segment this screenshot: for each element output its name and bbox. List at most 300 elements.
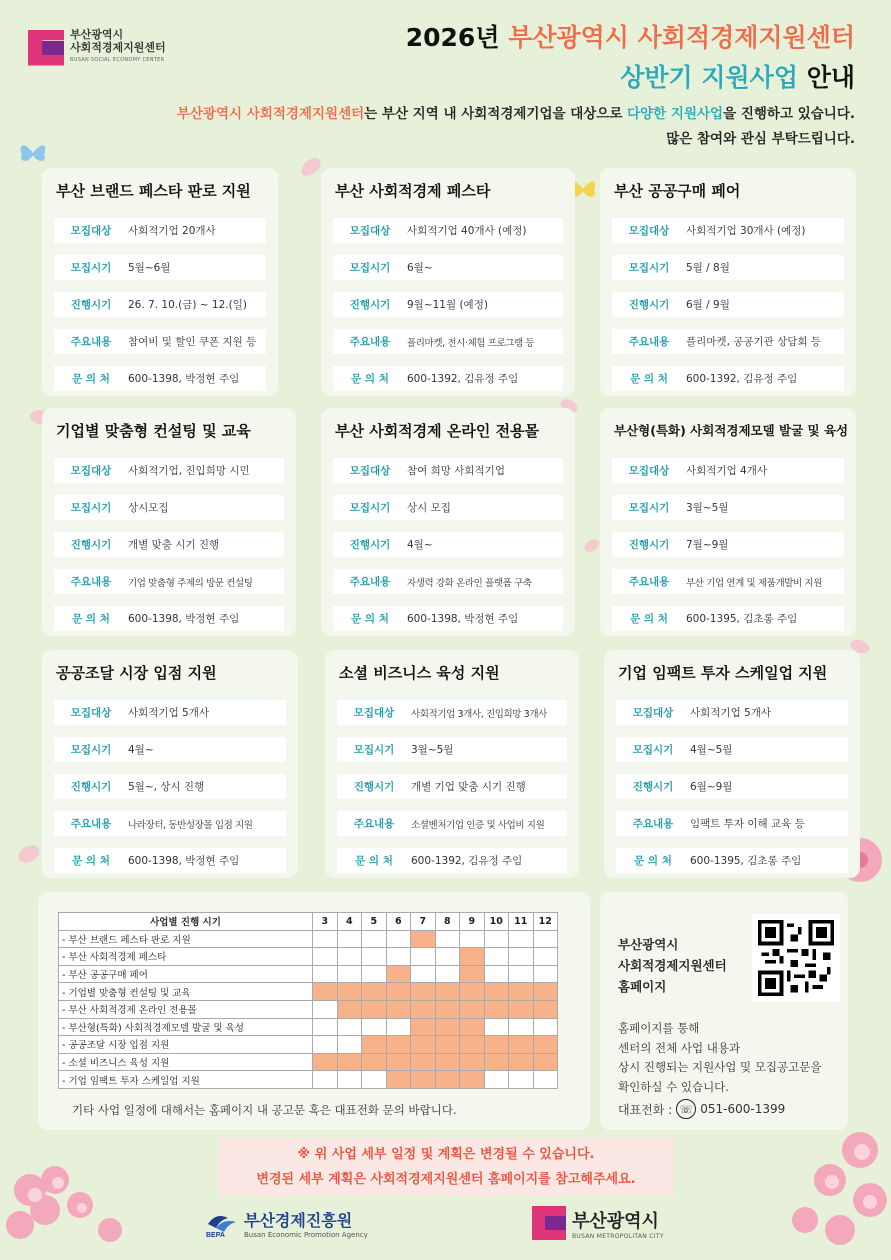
schedule-cell-active xyxy=(386,1071,411,1089)
program-row-period xyxy=(333,255,563,280)
schedule-cell-active xyxy=(460,1036,485,1054)
schedule-row xyxy=(59,948,558,966)
phone-icon: ☏ xyxy=(676,1099,696,1119)
schedule-cell xyxy=(337,965,362,983)
schedule-cell xyxy=(362,965,387,983)
cherry-blossom-icon xyxy=(0,1150,170,1260)
schedule-cell xyxy=(533,1071,558,1089)
schedule-header-row xyxy=(59,913,558,931)
schedule-cell-active xyxy=(362,1000,387,1018)
bepa-name: 부산경제진흥원 xyxy=(244,1211,353,1230)
subtitle-highlight: 상반기 지원사업 xyxy=(620,63,798,92)
schedule-row xyxy=(59,1036,558,1054)
schedule-cell-active xyxy=(411,983,436,1001)
schedule-cell-active xyxy=(386,965,411,983)
homepage-desc-4: 확인하실 수 있습니다. xyxy=(618,1079,729,1094)
schedule-cell xyxy=(362,948,387,966)
schedule-cell xyxy=(435,965,460,983)
row-value: 개별 기업 맞춤 시기 진행 xyxy=(411,781,526,793)
row-label: 주요내용 xyxy=(70,576,112,588)
row-label: 모집시기 xyxy=(70,502,112,514)
row-value: 사회적기업 40개사 (예정) xyxy=(407,225,527,237)
schedule-cell xyxy=(411,965,436,983)
row-value: 600-1392, 김유정 주임 xyxy=(411,855,523,867)
row-value: 9월~11월 (예정) xyxy=(407,299,488,311)
schedule-cell-active xyxy=(460,965,485,983)
row-value: 플리마켓, 공공기관 상담회 등 xyxy=(686,336,822,348)
schedule-row xyxy=(59,983,558,1001)
schedule-cell xyxy=(484,948,509,966)
subtitle-suffix: 안내 xyxy=(797,63,855,92)
row-value: 사회적기업, 진입희망 시민 xyxy=(128,465,250,477)
schedule-row-label: - 부산형(특화) 사회적경제모델 발굴 및 육성 xyxy=(59,1018,313,1036)
center-logo-mark xyxy=(28,30,64,66)
row-label: 주요내용 xyxy=(632,818,674,830)
row-value: 3월~5월 xyxy=(686,502,729,514)
month-header: 12 xyxy=(533,913,558,931)
program-row-contact xyxy=(612,606,844,631)
program-card xyxy=(604,650,860,878)
row-label: 문 의 처 xyxy=(351,373,389,385)
center-logo xyxy=(28,28,166,67)
row-value: 4월~ xyxy=(407,539,433,551)
row-label: 문 의 처 xyxy=(72,613,110,625)
schedule-cell-active xyxy=(386,1036,411,1054)
row-label: 진행시기 xyxy=(70,539,112,551)
program-row-target xyxy=(54,218,266,243)
schedule-cell xyxy=(484,965,509,983)
row-label: 모집대상 xyxy=(349,465,391,477)
schedule-row-label: - 부산 공공구매 페어 xyxy=(59,965,313,983)
program-title: 기업별 맞춤형 컨설팅 및 교육 xyxy=(56,422,251,440)
schedule-cell xyxy=(386,1018,411,1036)
program-row-contact xyxy=(54,848,286,873)
schedule-cell-active xyxy=(435,1053,460,1071)
row-value: 사회적기업 5개사 xyxy=(128,707,210,719)
schedule-cell xyxy=(313,965,338,983)
row-label: 진행시기 xyxy=(70,299,112,311)
schedule-cell xyxy=(313,1000,338,1018)
month-header: 7 xyxy=(411,913,436,931)
schedule-cell-active xyxy=(362,1053,387,1071)
schedule-cell xyxy=(509,1018,534,1036)
intro-org: 부산광역시 사회적경제지원센터 xyxy=(176,106,365,122)
row-label: 주요내용 xyxy=(349,576,391,588)
schedule-cell xyxy=(509,948,534,966)
notice-line-1: ※ 위 사업 세부 일정 및 계획은 변경될 수 있습니다. xyxy=(297,1147,595,1162)
program-card xyxy=(600,408,856,636)
row-label: 문 의 처 xyxy=(630,373,668,385)
change-notice xyxy=(218,1138,674,1196)
program-row-period xyxy=(54,737,286,762)
schedule-cell xyxy=(386,948,411,966)
row-value: 플리마켓, 전시·체험 프로그램 등 xyxy=(407,337,535,349)
program-row-content xyxy=(54,811,286,836)
intro-mid: 는 부산 지역 내 사회적경제기업을 대상으로 xyxy=(364,106,628,122)
page-title xyxy=(406,18,855,54)
program-title: 부산 브랜드 페스타 판로 지원 xyxy=(56,182,251,200)
row-value: 3월~5월 xyxy=(411,744,454,756)
row-label: 주요내용 xyxy=(70,336,112,348)
program-row-schedule xyxy=(612,532,844,557)
bepa-short: BEPA xyxy=(206,1231,225,1238)
row-label: 모집시기 xyxy=(349,262,391,274)
intro-line-2: 많은 참여와 관심 부탁드립니다. xyxy=(666,131,855,147)
schedule-cell-active xyxy=(411,1000,436,1018)
schedule-note: 기타 사업 일정에 대해서는 홈페이지 내 공고문 혹은 대표전화 문의 바랍니다. xyxy=(72,1103,457,1117)
schedule-row-label: - 기업별 맞춤형 컨설팅 및 교육 xyxy=(59,983,313,1001)
program-row-period xyxy=(616,737,848,762)
homepage-name xyxy=(618,934,727,997)
row-label: 모집대상 xyxy=(628,465,670,477)
program-row-content xyxy=(612,329,844,354)
schedule-cell-active xyxy=(337,1000,362,1018)
program-row-period xyxy=(333,495,563,520)
program-row-content xyxy=(333,329,563,354)
row-value: 소셜벤처기업 인증 및 사업비 지원 xyxy=(411,819,545,831)
row-value: 600-1392, 김유정 주임 xyxy=(407,373,519,385)
program-title: 소셜 비즈니스 육성 지원 xyxy=(339,664,500,682)
schedule-cell-active xyxy=(313,983,338,1001)
month-header: 11 xyxy=(509,913,534,931)
row-value: 600-1398, 박정현 주임 xyxy=(407,613,519,625)
schedule-row xyxy=(59,1071,558,1089)
row-label: 진행시기 xyxy=(632,781,674,793)
bepa-logo-icon xyxy=(206,1210,238,1238)
program-row-content xyxy=(54,329,266,354)
row-label: 모집시기 xyxy=(70,262,112,274)
schedule-cell xyxy=(313,1071,338,1089)
program-row-target xyxy=(337,700,567,725)
row-label: 문 의 처 xyxy=(634,855,672,867)
row-label: 진행시기 xyxy=(70,781,112,793)
row-value: 자생력 강화 온라인 플랫폼 구축 xyxy=(407,577,532,589)
schedule-cell-active xyxy=(460,1000,485,1018)
row-value: 참여 희망 사회적기업 xyxy=(407,465,505,477)
schedule-cell-active xyxy=(460,983,485,1001)
row-label: 진행시기 xyxy=(349,299,391,311)
schedule-cell-active xyxy=(533,983,558,1001)
homepage-panel xyxy=(600,892,848,1130)
schedule-row-label: - 소셜 비즈니스 육성 지원 xyxy=(59,1053,313,1071)
program-row-contact xyxy=(54,606,284,631)
row-label: 모집시기 xyxy=(353,744,395,756)
logo-name-1: 부산광역시 xyxy=(70,28,124,41)
qr-code-icon xyxy=(758,920,834,996)
row-label: 모집대상 xyxy=(632,707,674,719)
schedule-header-label: 사업별 진행 시기 xyxy=(59,913,313,931)
row-value: 개별 맞춤 시기 진행 xyxy=(128,539,220,551)
schedule-cell xyxy=(509,930,534,948)
schedule-cell-active xyxy=(313,1053,338,1071)
intro-text xyxy=(177,102,855,152)
program-row-target xyxy=(333,218,563,243)
row-value: 600-1398, 박정현 주임 xyxy=(128,855,240,867)
schedule-cell xyxy=(362,930,387,948)
row-label: 모집시기 xyxy=(628,502,670,514)
program-row-schedule xyxy=(333,532,563,557)
program-row-period xyxy=(54,255,266,280)
logo-name-2: 사회적경제지원센터 xyxy=(70,41,166,54)
program-row-schedule xyxy=(612,292,844,317)
schedule-cell xyxy=(337,1071,362,1089)
homepage-name-1: 부산광역시 xyxy=(618,937,679,952)
program-card xyxy=(321,408,575,636)
month-header: 5 xyxy=(362,913,387,931)
phone-label: 대표전화 : xyxy=(618,1102,673,1117)
qr-code[interactable] xyxy=(752,914,840,1002)
program-row-target xyxy=(54,700,286,725)
schedule-cell xyxy=(337,930,362,948)
schedule-cell xyxy=(362,1071,387,1089)
program-row-target xyxy=(612,218,844,243)
program-title: 부산형(특화) 사회적경제모델 발굴 및 육성 xyxy=(614,423,849,438)
schedule-cell-active xyxy=(337,1053,362,1071)
homepage-desc-1: 홈페이지를 통해 xyxy=(618,1021,700,1035)
row-value: 상시 모집 xyxy=(407,502,451,514)
phone-value: 051-600-1399 xyxy=(700,1102,786,1116)
program-title: 공공조달 시장 입점 지원 xyxy=(56,664,217,682)
row-label: 문 의 처 xyxy=(351,613,389,625)
program-card xyxy=(42,408,296,636)
row-label: 주요내용 xyxy=(70,818,112,830)
schedule-cell-active xyxy=(484,983,509,1001)
month-header: 9 xyxy=(460,913,485,931)
schedule-cell xyxy=(313,948,338,966)
schedule-cell-active xyxy=(435,1071,460,1089)
schedule-cell-active xyxy=(362,983,387,1001)
busan-city-name: 부산광역시 xyxy=(572,1210,659,1232)
schedule-cell-active xyxy=(460,1071,485,1089)
schedule-cell-active xyxy=(435,1018,460,1036)
row-label: 주요내용 xyxy=(628,336,670,348)
logo-english: BUSAN SOCIAL ECONOMY CENTER xyxy=(70,57,165,63)
schedule-cell xyxy=(313,1018,338,1036)
program-card xyxy=(42,168,278,396)
schedule-cell xyxy=(362,1018,387,1036)
program-row-contact xyxy=(54,366,266,391)
month-header: 3 xyxy=(313,913,338,931)
petal-decoration xyxy=(16,843,41,864)
month-header: 6 xyxy=(386,913,411,931)
row-label: 모집시기 xyxy=(632,744,674,756)
row-value: 참여비 및 할인 쿠폰 지원 등 xyxy=(128,336,257,348)
schedule-cell-active xyxy=(386,1053,411,1071)
schedule-cell-active xyxy=(386,1000,411,1018)
program-row-schedule xyxy=(54,774,286,799)
schedule-cell xyxy=(533,1018,558,1036)
schedule-cell-active xyxy=(509,1053,534,1071)
schedule-cell-active xyxy=(411,1018,436,1036)
program-row-schedule xyxy=(616,774,848,799)
busan-city-english: BUSAN METROPOLITAN CITY xyxy=(572,1232,664,1240)
notice-line-2: 변경된 세부 계획은 사회적경제지원센터 홈페이지를 참고해주세요. xyxy=(256,1172,636,1187)
schedule-cell xyxy=(313,1036,338,1054)
intro-highlight: 다양한 지원사업 xyxy=(627,106,724,122)
schedule-cell-active xyxy=(533,1036,558,1054)
row-label: 모집대상 xyxy=(628,225,670,237)
schedule-cell-active xyxy=(460,948,485,966)
schedule-cell xyxy=(386,930,411,948)
program-row-schedule xyxy=(54,292,266,317)
row-value: 6월 / 9월 xyxy=(686,299,730,311)
program-row-period xyxy=(612,495,844,520)
schedule-cell-active xyxy=(484,1036,509,1054)
schedule-cell xyxy=(337,948,362,966)
row-label: 진행시기 xyxy=(628,299,670,311)
program-row-target xyxy=(333,458,563,483)
row-label: 문 의 처 xyxy=(355,855,393,867)
schedule-row xyxy=(59,1000,558,1018)
row-label: 모집시기 xyxy=(70,744,112,756)
homepage-name-2: 사회적경제지원센터 xyxy=(618,958,727,973)
intro-end: 을 진행하고 있습니다. xyxy=(723,106,855,122)
row-label: 모집시기 xyxy=(628,262,670,274)
schedule-cell xyxy=(411,948,436,966)
schedule-cell xyxy=(533,965,558,983)
row-value: 사회적기업 5개사 xyxy=(690,707,772,719)
schedule-cell-active xyxy=(337,983,362,1001)
program-row-target xyxy=(612,458,844,483)
row-value: 5월~6월 xyxy=(128,262,171,274)
program-row-schedule xyxy=(54,532,284,557)
row-value: 7월~9월 xyxy=(686,539,729,551)
program-row-content xyxy=(616,811,848,836)
schedule-cell xyxy=(435,930,460,948)
title-highlight: 부산광역시 사회적경제지원센터 xyxy=(508,23,855,52)
program-row-target xyxy=(616,700,848,725)
schedule-cell xyxy=(484,1018,509,1036)
schedule-row-label: - 기업 임팩트 투자 스케일업 지원 xyxy=(59,1071,313,1089)
bepa-logo xyxy=(206,1208,368,1239)
row-value: 5월~, 상시 진행 xyxy=(128,781,205,793)
schedule-cell-active xyxy=(484,1053,509,1071)
row-value: 부산 기업 연계 및 제품개발비 지원 xyxy=(686,577,822,589)
row-label: 주요내용 xyxy=(353,818,395,830)
petal-decoration xyxy=(583,538,602,554)
row-label: 주요내용 xyxy=(628,576,670,588)
schedule-panel xyxy=(38,892,590,1130)
row-value: 나라장터, 동반성장몰 입점 지원 xyxy=(128,819,253,831)
row-value: 상시모집 xyxy=(128,502,169,514)
schedule-cell xyxy=(313,930,338,948)
schedule-cell-active xyxy=(509,1000,534,1018)
program-card xyxy=(42,650,298,878)
row-label: 진행시기 xyxy=(353,781,395,793)
homepage-name-3: 홈페이지 xyxy=(618,979,667,994)
schedule-row xyxy=(59,1018,558,1036)
schedule-cell-active xyxy=(460,1053,485,1071)
schedule-cell xyxy=(460,930,485,948)
row-label: 모집시기 xyxy=(349,502,391,514)
schedule-cell-active xyxy=(484,1000,509,1018)
schedule-row-label: - 공공조달 시장 입점 지원 xyxy=(59,1036,313,1054)
program-row-content xyxy=(333,569,563,594)
row-value: 기업 맞춤형 주제의 방문 컨설팅 xyxy=(128,577,253,589)
row-value: 임팩트 투자 이해 교육 등 xyxy=(690,818,805,830)
program-title: 부산 공공구매 페어 xyxy=(614,182,741,200)
program-row-target xyxy=(54,458,284,483)
program-card xyxy=(325,650,579,878)
schedule-cell xyxy=(533,948,558,966)
title-prefix: 2026년 xyxy=(405,23,509,52)
schedule-cell-active xyxy=(411,1071,436,1089)
schedule-row-label: - 부산 사회적경제 페스타 xyxy=(59,948,313,966)
program-row-contact xyxy=(616,848,848,873)
program-row-content xyxy=(54,569,284,594)
program-title: 부산 사회적경제 온라인 전용몰 xyxy=(335,422,540,440)
petal-decoration xyxy=(298,155,324,178)
schedule-cell xyxy=(533,930,558,948)
schedule-row xyxy=(59,930,558,948)
program-card xyxy=(321,168,575,396)
schedule-cell-active xyxy=(411,1053,436,1071)
row-value: 600-1398, 박정현 주임 xyxy=(128,613,240,625)
row-value: 4월~5월 xyxy=(690,744,733,756)
homepage-desc-2: 센터의 전체 사업 내용과 xyxy=(618,1040,741,1055)
row-value: 6월~9월 xyxy=(690,781,733,793)
schedule-cell-active xyxy=(435,1036,460,1054)
schedule-cell-active xyxy=(435,983,460,1001)
row-value: 사회적기업 3개사, 진입희망 3개사 xyxy=(411,708,547,720)
row-label: 문 의 처 xyxy=(72,855,110,867)
schedule-cell xyxy=(509,1071,534,1089)
busan-city-logo xyxy=(532,1206,664,1240)
month-header: 4 xyxy=(337,913,362,931)
row-value: 600-1398, 박정현 주임 xyxy=(128,373,240,385)
homepage-description xyxy=(618,1019,821,1097)
row-value: 5월 / 8월 xyxy=(686,262,730,274)
homepage-desc-3: 상시 진행되는 지원사업 및 모집공고문을 xyxy=(618,1060,822,1074)
row-value: 사회적기업 4개사 xyxy=(686,465,768,477)
row-value: 26. 7. 10.(금) ~ 12.(일) xyxy=(128,299,247,311)
bepa-english: Busan Economic Promotion Agency xyxy=(244,1231,368,1239)
schedule-cell xyxy=(484,1071,509,1089)
schedule-cell-active xyxy=(411,930,436,948)
page-subtitle xyxy=(620,58,855,94)
row-value: 사회적기업 30개사 (예정) xyxy=(686,225,806,237)
schedule-cell xyxy=(509,965,534,983)
program-row-contact xyxy=(333,366,563,391)
schedule-cell-active xyxy=(533,1053,558,1071)
busan-city-logo-mark xyxy=(532,1206,566,1240)
program-row-period xyxy=(337,737,567,762)
row-label: 문 의 처 xyxy=(630,613,668,625)
row-label: 모집대상 xyxy=(70,225,112,237)
butterfly-icon xyxy=(18,140,48,166)
row-label: 모집대상 xyxy=(349,225,391,237)
schedule-row-label: - 부산 사회적경제 온라인 전용몰 xyxy=(59,1000,313,1018)
program-row-period xyxy=(612,255,844,280)
program-row-schedule xyxy=(337,774,567,799)
schedule-row xyxy=(59,965,558,983)
schedule-cell-active xyxy=(386,983,411,1001)
row-label: 모집대상 xyxy=(353,707,395,719)
program-row-period xyxy=(54,495,284,520)
phone-number[interactable] xyxy=(618,1099,785,1119)
row-value: 6월~ xyxy=(407,262,433,274)
program-title: 부산 사회적경제 페스타 xyxy=(335,182,491,200)
schedule-cell xyxy=(337,1018,362,1036)
schedule-cell xyxy=(484,930,509,948)
program-row-contact xyxy=(337,848,567,873)
program-row-contact xyxy=(612,366,844,391)
schedule-cell-active xyxy=(533,1000,558,1018)
schedule-cell-active xyxy=(460,1018,485,1036)
schedule-cell xyxy=(337,1036,362,1054)
row-label: 모집대상 xyxy=(70,707,112,719)
schedule-cell xyxy=(435,948,460,966)
